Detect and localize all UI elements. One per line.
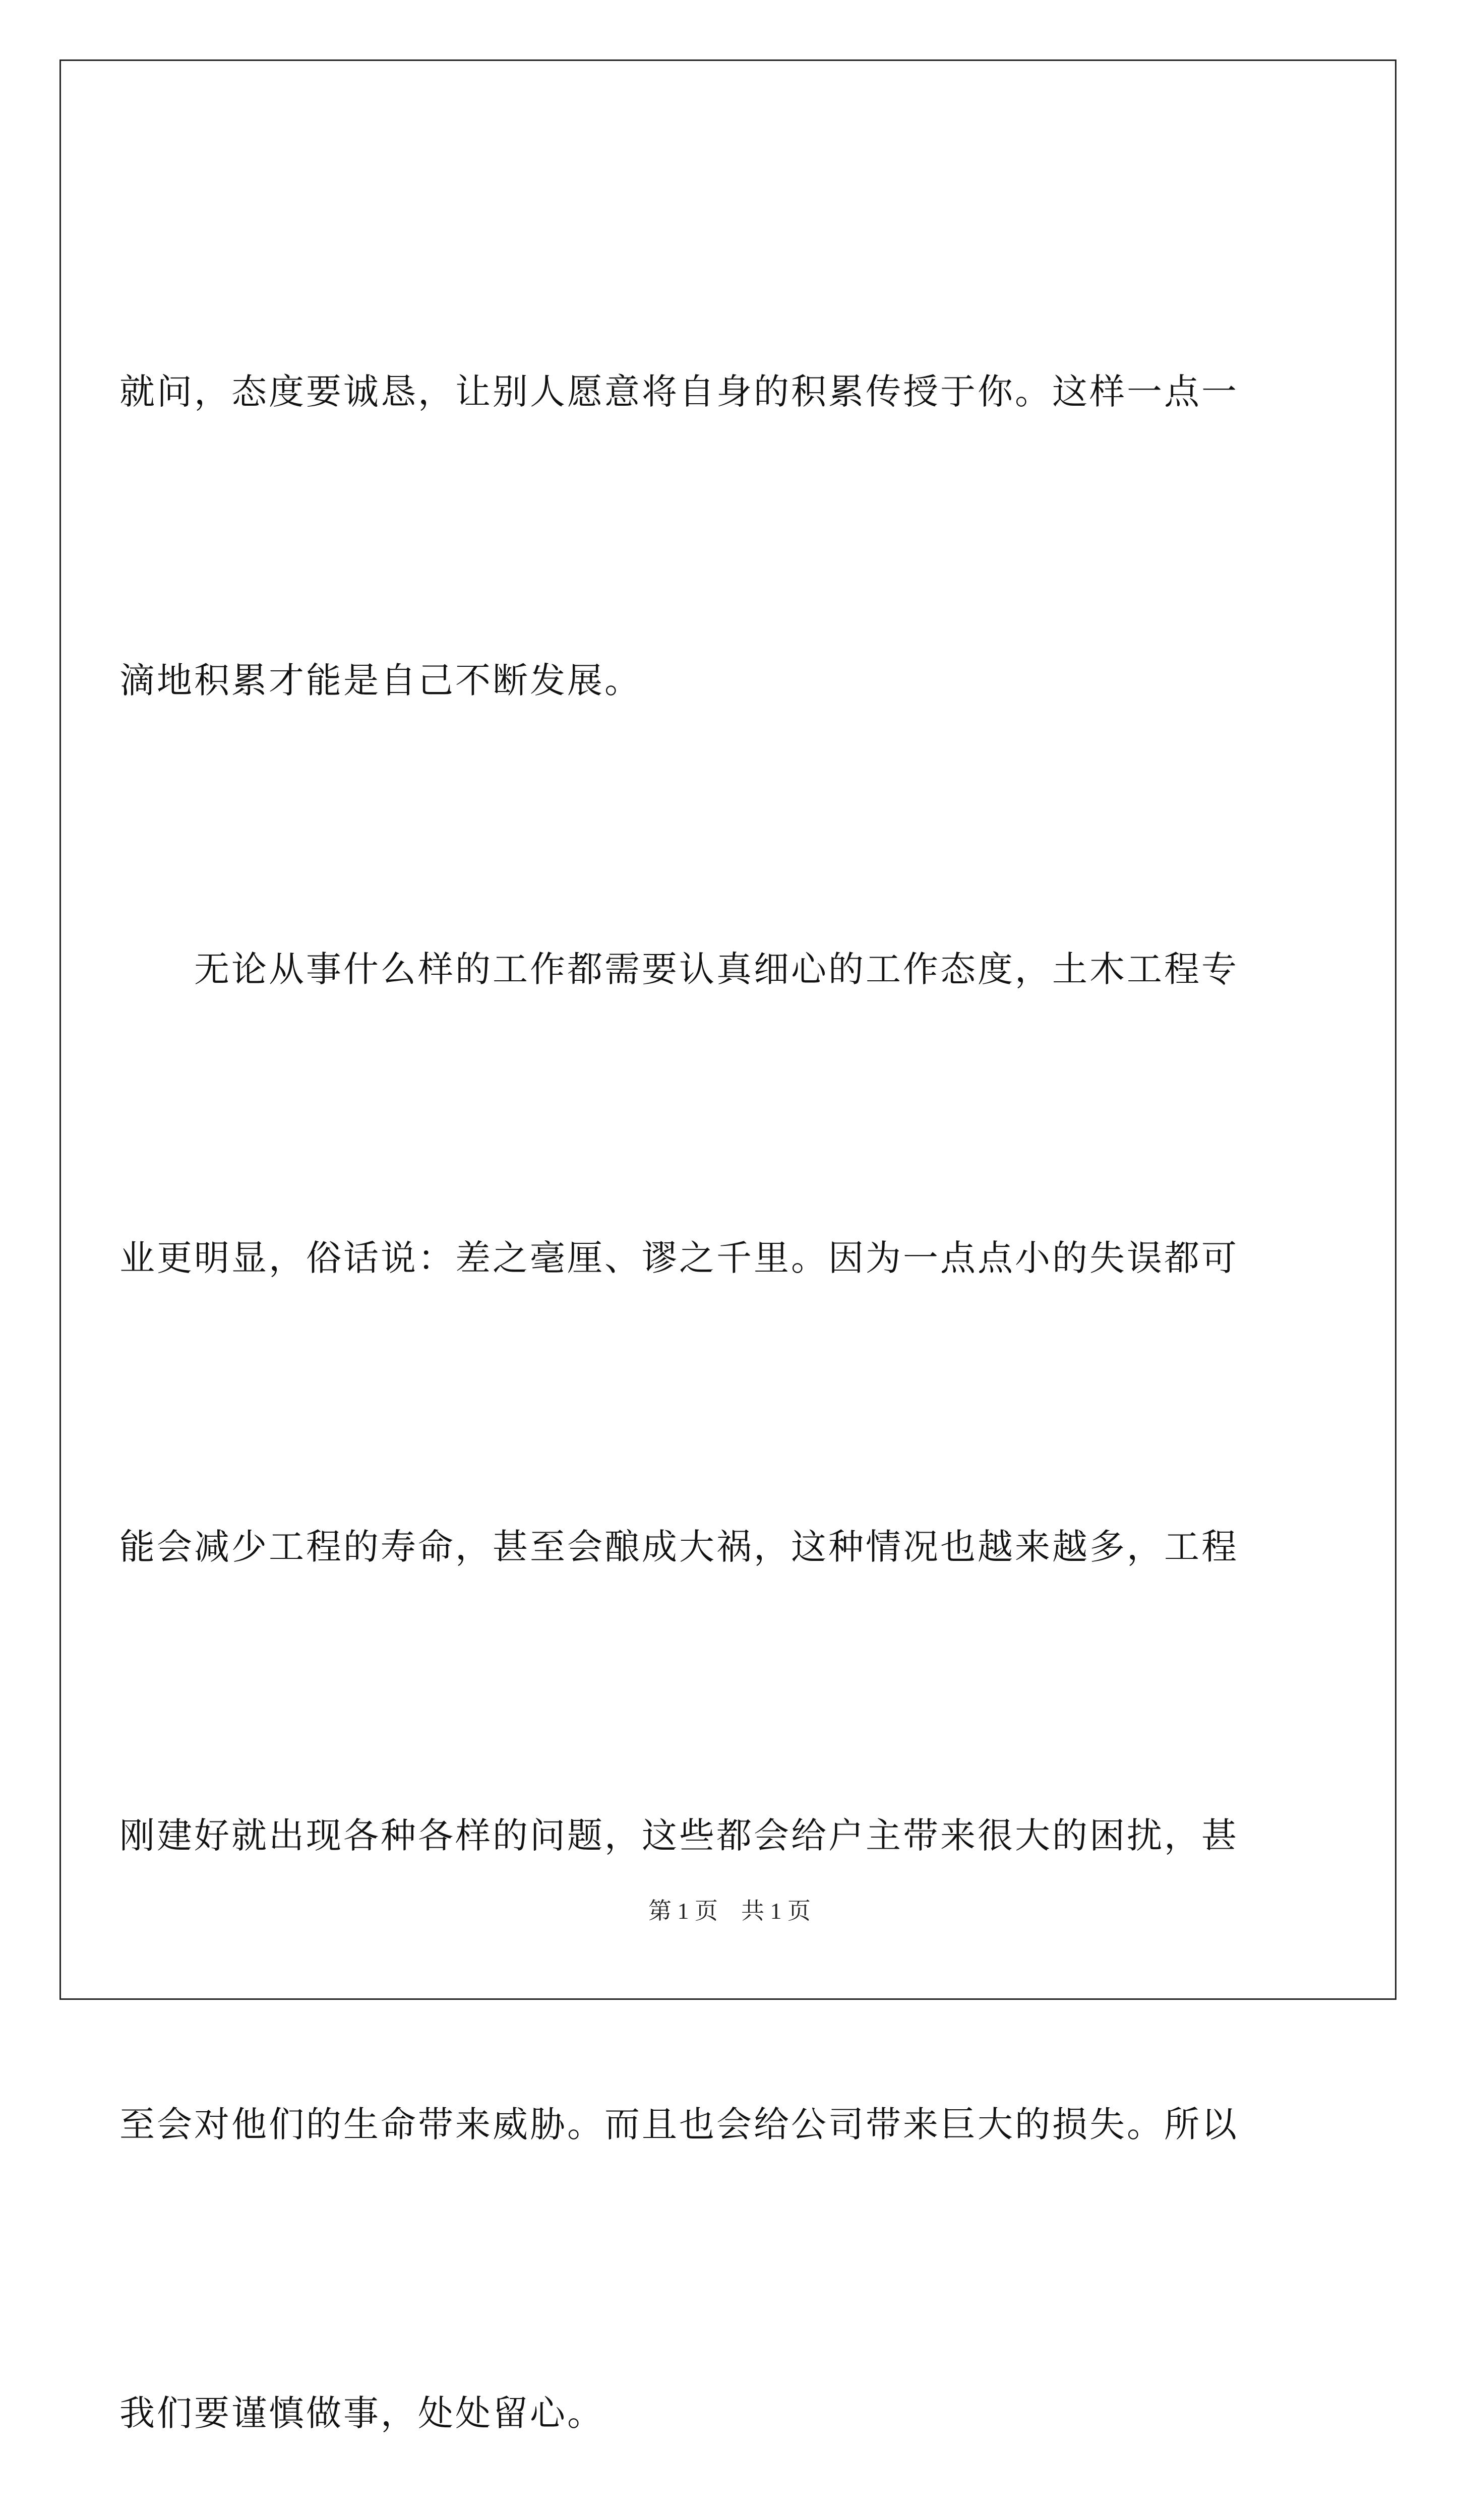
text-line: 能会减少工程的寿命，甚至会酿成大祸，这种情况也越来越多，工程 <box>119 1526 1239 1567</box>
document-body <box>119 151 1340 2520</box>
text-line: 无论从事什么样的工作都需要认真细心的工作态度，土木工程专 <box>119 949 1239 990</box>
text-line: 滴地积累才能是自己不断发展。 <box>119 660 642 701</box>
page-number-footer: 第 1 页 共 1 页 <box>648 1898 811 1924</box>
text-line: 业更明显，俗话说：差之毫厘、谬之千里。因为一点点小的失误都可 <box>119 1237 1239 1279</box>
text-line: 我们要谨慎做事，处处留心。 <box>119 2392 604 2434</box>
text-line: 至会对他们的生命带来威胁。而且也会给公司带来巨大的损失。所以 <box>119 2104 1239 2145</box>
text-line: 就问，态度要诚恳，让别人愿意将自身的积累传授于你。这样一点一 <box>119 371 1239 412</box>
text-line: 刚建好就出现各种各样的问题，这些都会给户主带来很大的困扰，甚 <box>119 1815 1239 1856</box>
